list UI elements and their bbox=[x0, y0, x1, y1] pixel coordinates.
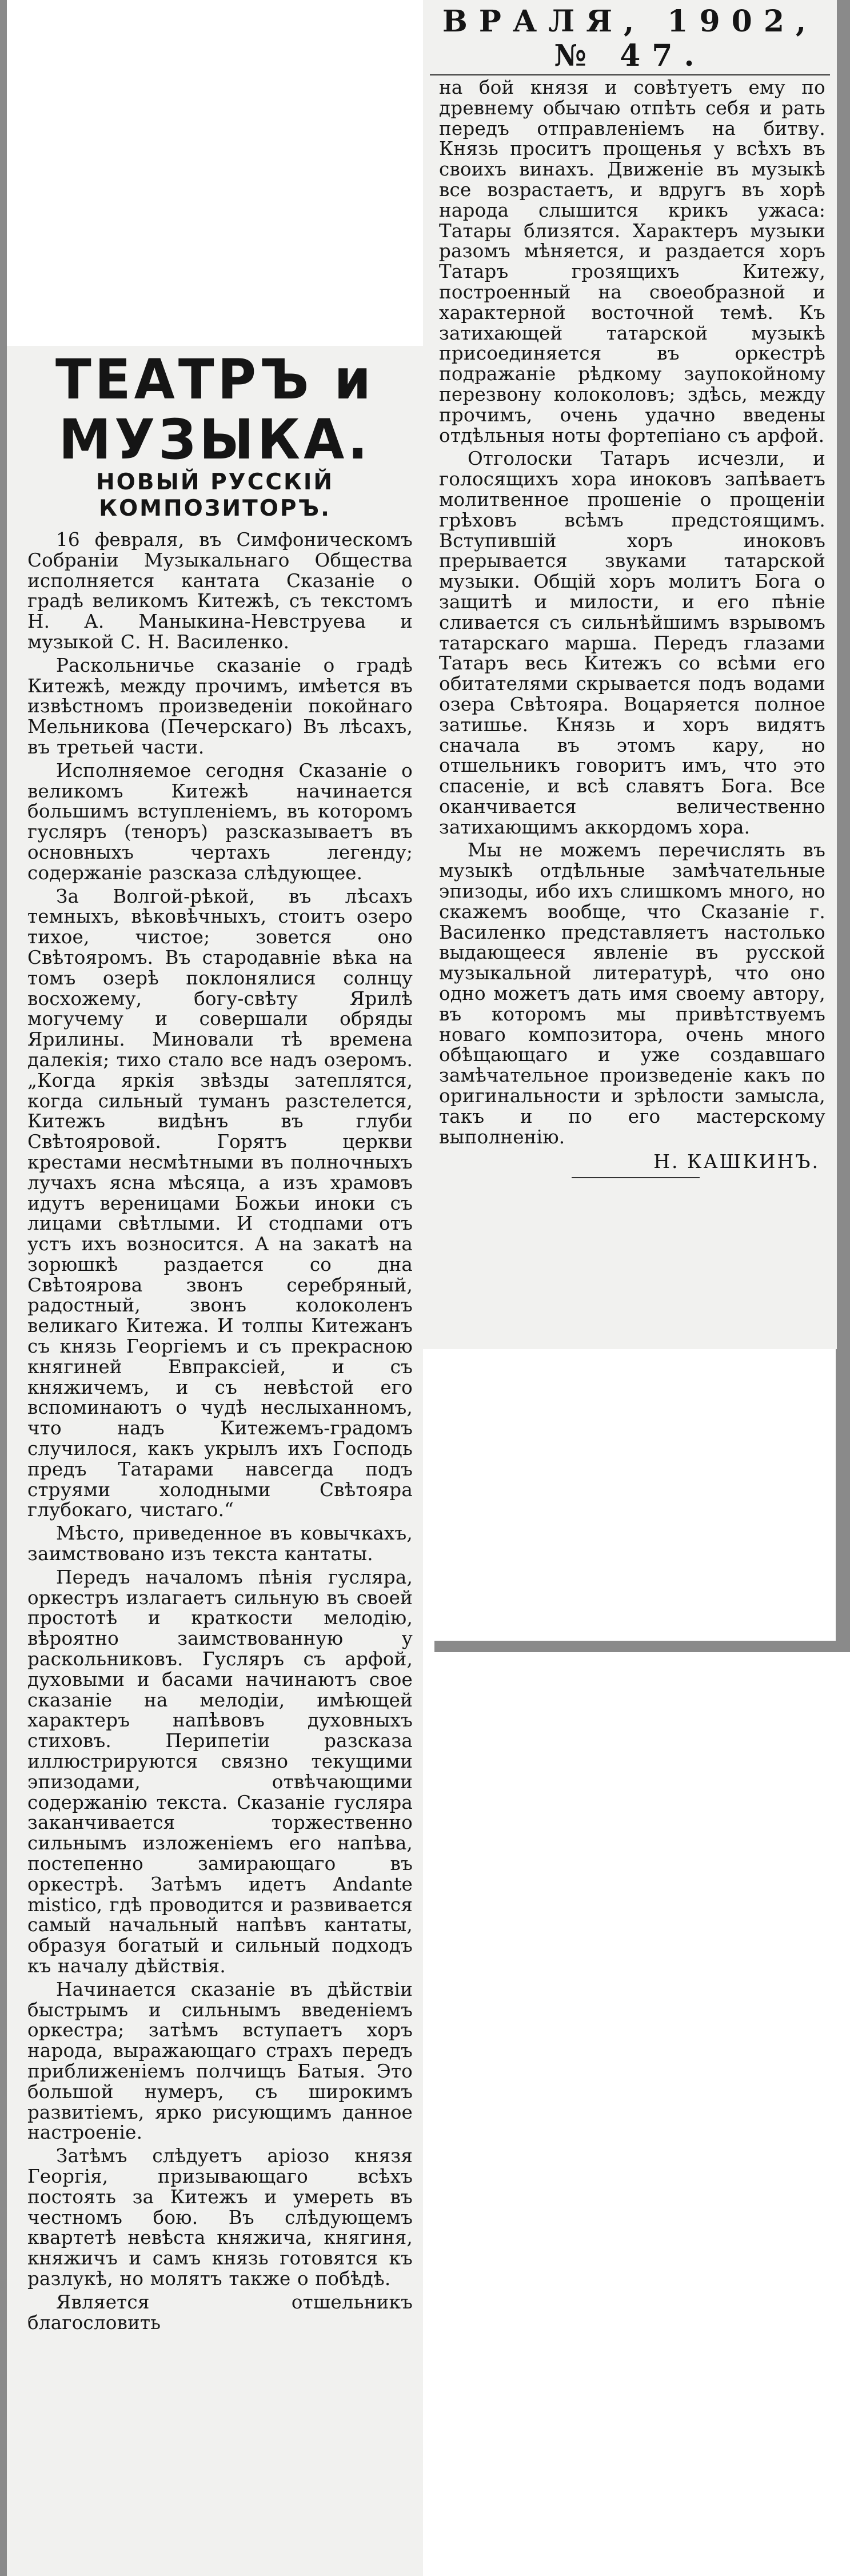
paragraph: Раскольничье сказаніе о градѣ Китежѣ, между прочимъ, имѣется въ извѣстномъ произведеніи покойнаго Мельникова (Печерскаго) Въ лѣсахъ, въ третьей части. bbox=[27, 654, 413, 758]
header-rule bbox=[430, 74, 830, 75]
signature-rule bbox=[572, 1177, 700, 1178]
paragraph: Начинается сказаніе въ дѣйствіи быстрымъ и сильнымъ введеніемъ оркестра; затѣмъ вступаетъ хоръ народа, выражающаго страхъ передъ приближеніемъ полчищъ Батыя. Это большой нумеръ, съ широкимъ развитіемъ, ярко рисующимъ данное настроеніе. bbox=[27, 1978, 413, 2144]
article-title: НОВЫЙ РУССКІЙ КОМПОЗИТОРЪ. bbox=[95, 469, 334, 521]
paragraph: За Волгой-рѣкой, въ лѣсахъ темныхъ, вѣковѣчныхъ, стоитъ озеро тихое, чистое; зовется оно Свѣтояромъ. Въ стародавніе вѣка на томъ озерѣ поклонялися солнцу восхожему, богу-свѣту Ярилѣ могучему и совершали обряды Ярилины. Миновали тѣ времена далекія; тихо стало все надъ озеромъ. „Когда яркія звѣзды затеплятся, когда сильный туманъ разстелется, Китежъ видѣнъ въ глуби Свѣтояровой. Горятъ церкви крестами несмѣтными въ полночныхъ лучахъ ясна мѣсяца, а изъ храмовъ идутъ вереницами Божьи иноки съ лицами свѣтлыми. И стодпами отъ устъ ихъ возносится. А на закатѣ на зорюшкѣ раздается со дна Свѣтоярова звонъ серебряный, радостный, звонъ колоколенъ великаго Китежа. И толпы Китежанъ съ князь Георгіемъ и съ прекрасною княгиней Евпраксіей, и съ княжичемъ, и съ невѣстой его вспоминаютъ о чудѣ неслыханномъ, что надъ Китежемъ-градомъ случилося, какъ укрылъ ихъ Господь предъ Татарами навсегда подъ струями холодными Свѣтояра глубокаго, чистаго.“ bbox=[27, 885, 413, 1521]
paragraph: Передъ началомъ пѣнія гусляра, оркестръ излагаетъ сильную въ своей простотѣ и краткости мелодію, вѣроятно заимствованную у раскольниковъ. Гусляръ съ арфой, духовыми и басами начинаютъ свое сказаніе на мелодіи, имѣющей характеръ напѣвовъ духовныхъ стиховъ. Перипетіи разсказа иллюстрируются связно текущими эпизодами, отвѣчающими содержанію текста. Сказаніе гусляра заканчивается торжественно сильнымъ изложеніемъ его напѣва, постепенно замирающаго въ оркестрѣ. Затѣмъ идетъ Andante mistico, гдѣ проводится и развивается самый начальный напѣвъ кантаты, образуя богатый и сильный подходъ къ началу дѣйствія. bbox=[27, 1566, 413, 1977]
section-title: ТЕАТРЪ и МУЗЫКА. bbox=[55, 347, 374, 472]
paragraph: Мы не можемъ перечислять въ музыкѣ отдѣльные замѣчательные эпизоды, ибо ихъ слишкомъ много, но скажемъ вообще, что Сказаніе г. Василенко представляетъ настолько выдающееся явленіе въ русской музыкальной литературѣ, что оно одно можетъ дать имя своему автору, въ которомъ мы привѣтствуемъ новаго композитора, очень много обѣщающаго и уже создавшаго замѣчательное произведеніе какъ по оригинальности и зрѣлости замысла, такъ и по его мастерскому выполненію. bbox=[439, 839, 825, 1148]
author-signature: Н. КАШКИНЪ. bbox=[653, 1150, 820, 1173]
paragraph: Отголоски Татаръ исчезли, и голосящихъ хора иноковъ запѣваетъ молитвенное прошеніе о прощеніи грѣховъ всѣмъ предстоящимъ. Вступившій хоръ иноковъ прерывается звуками татарской музыки. Общій хоръ молитъ Бога о защитѣ и милости, и его пѣніе сливается съ сильнѣйшимъ взрывомъ татарскаго марша. Передъ глазами Татаръ весь Китежъ со всѣми его обитателями скрывается подъ водами озера Свѣтояра. Воцаряется полное затишье. Князь и хоръ видятъ сначала въ этомъ кару, но отшельникъ говоритъ имъ, что это спасеніе, и всѣ славятъ Бога. Все оканчивается величественно затихающимъ аккордомъ хора. bbox=[439, 448, 825, 838]
right-column-text bbox=[423, 78, 837, 1147]
paragraph: Мѣсто, приведенное въ ковычкахъ, заимствовано изъ текста кантаты. bbox=[27, 1522, 413, 1565]
paragraph: на бой князя и совѣтуетъ ему по древнему обычаю отпѣть себя и рать передъ отправленіемъ на битву. Князь проситъ прощенья у всѣхъ въ своихъ винахъ. Движеніе въ музыкѣ все возрастаетъ, и вдругъ въ хорѣ народа слышится крикъ ужаса: Татары близятся. Характеръ музыки разомъ мѣняется, и раздается хоръ Татаръ грозящихъ Китежу, построенный на своеобразной и характерной восточной темѣ. Къ затихающей татарской музыкѣ присоединяется въ оркестрѣ подражаніе рѣдкому заупокойному перезвону колоколовъ; здѣсь, между прочимъ, очень удачно введены отдѣльныя ноты фортепіано съ арфой. bbox=[439, 77, 825, 446]
paragraph: 16 февраля, въ Симфоническомъ Собраніи Музыкальнаго Общества исполняется кантата Сказаніе о градѣ великомъ Китежѣ, съ текстомъ Н. А. Маныкина-Невструева и музыкой С. Н. Василенко. bbox=[27, 529, 413, 653]
left-column-text bbox=[7, 522, 423, 2333]
newspaper-header: ВРАЛЯ, 1902, № 47. bbox=[442, 4, 818, 73]
clipping-right bbox=[423, 0, 837, 1349]
mount-background-bottom bbox=[434, 1641, 850, 1652]
clipping-left bbox=[7, 346, 423, 2576]
mount-background-right bbox=[836, 0, 850, 1652]
paragraph: Затѣмъ слѣдуетъ аріозо князя Георгія, призывающаго всѣхъ постоять за Китежъ и умереть въ честномъ бою. Въ слѣдующемъ квартетѣ невѣста княжича, княгиня, княжичъ и самъ князь готовятся къ разлукѣ, но молятъ также о побѣдѣ. bbox=[27, 2145, 413, 2290]
paragraph: Является отшельникъ благословить bbox=[27, 2291, 413, 2334]
paragraph: Исполняемое сегодня Сказаніе о великомъ Китежѣ начинается большимъ вступленіемъ, въ которомъ гусляръ (теноръ) разсказываетъ въ основныхъ чертахъ легенду; содержаніе разсказа слѣдующее. bbox=[27, 759, 413, 884]
mount-background-strip bbox=[0, 0, 7, 2576]
